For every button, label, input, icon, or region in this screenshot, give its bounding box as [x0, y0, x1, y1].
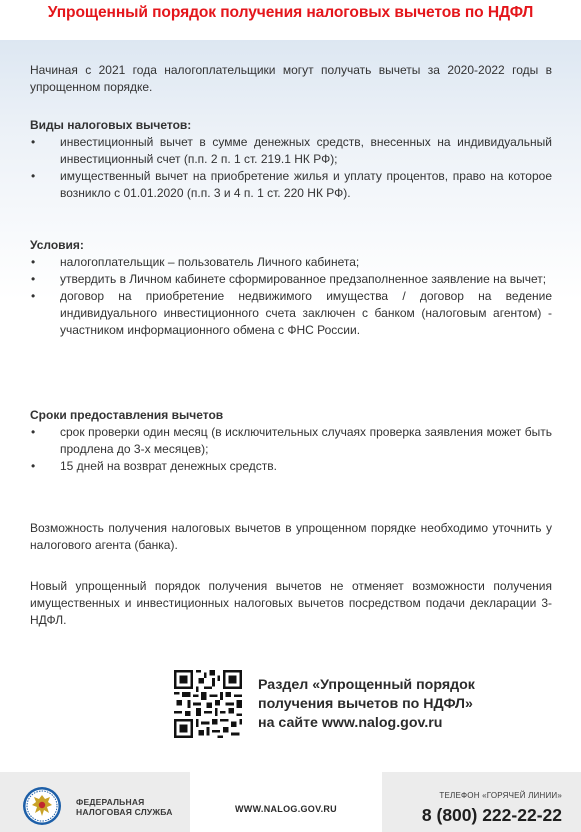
declaration-note-paragraph: Новый упрощенный порядок получения вычетов не отменяет возможности получения имущественных и инвестиционных налоговых вычетов посредством подачи декларации 3-НДФЛ.	[30, 579, 552, 627]
list-item: • налогоплательщик – пользователь Личного кабинета;	[30, 254, 552, 271]
qr-caption	[258, 676, 548, 733]
list-item: • имущественный вычет на приобретение жилья и уплату процентов, право на которое возникло с 01.01.2020 (п.п. 3 и 4 п. 1 ст. 220 НК РФ).	[30, 168, 552, 202]
qr-caption-line: получения вычетов по НДФЛ»	[258, 696, 473, 712]
conditions-list	[30, 254, 552, 339]
footer-site-panel	[190, 772, 382, 832]
fns-name-line: НАЛОГОВАЯ СЛУЖБА	[76, 807, 173, 817]
page-title: Упрощенный порядок получения налоговых вычетов по НДФЛ	[47, 4, 534, 21]
terms-heading: Сроки предоставления вычетов	[30, 408, 224, 422]
list-item: • срок проверки один месяц (в исключительных случаях проверка заявления может быть продлена до 3-х месяцев);	[30, 424, 552, 458]
intro-paragraph: Начиная с 2021 года налогоплательщики могут получать вычеты за 2020-2022 годы в упрощенном порядке.	[30, 63, 552, 94]
list-item: • инвестиционный вычет в сумме денежных средств, внесенных на индивидуальный инвестиционный счет (п.п. 2 п. 1 ст. 219.1 НК РФ);	[30, 134, 552, 168]
hotline-number[interactable]: 8 (800) 222-22-22	[421, 805, 562, 825]
qr-caption-line: на сайте www.nalog.gov.ru	[258, 715, 443, 731]
fns-name	[76, 797, 173, 817]
conditions-heading: Условия:	[30, 238, 84, 252]
site-link[interactable]: WWW.NALOG.GOV.RU	[235, 804, 337, 814]
conditions-section	[30, 237, 552, 339]
fns-name-line: ФЕДЕРАЛЬНАЯ	[76, 797, 145, 807]
deduction-types-section	[30, 117, 552, 202]
agent-note-paragraph: Возможность получения налоговых вычетов в упрощенном порядке необходимо уточнить у налогового агента (банка).	[30, 521, 552, 552]
terms-section	[30, 407, 552, 475]
list-item: • утвердить в Личном кабинете сформированное предзаполненное заявление на вычет;	[30, 271, 552, 288]
list-item: • 15 дней на возврат денежных средств.	[30, 458, 552, 475]
deduction-types-heading: Виды налоговых вычетов:	[30, 118, 192, 132]
hotline-label: ТЕЛЕФОН «ГОРЯЧЕЙ ЛИНИИ»	[439, 791, 562, 800]
list-item: • договор на приобретение недвижимого имущества / договор на ведение индивидуального инвестиционного счета заключен с банком (налоговым агентом) - участником информационного обмена с ФНС России.	[30, 288, 552, 339]
qr-caption-line: Раздел «Упрощенный порядок	[258, 677, 475, 693]
terms-list	[30, 424, 552, 475]
qr-code-icon[interactable]	[174, 670, 242, 738]
fns-emblem-icon	[22, 786, 62, 826]
deduction-types-list	[30, 134, 552, 202]
